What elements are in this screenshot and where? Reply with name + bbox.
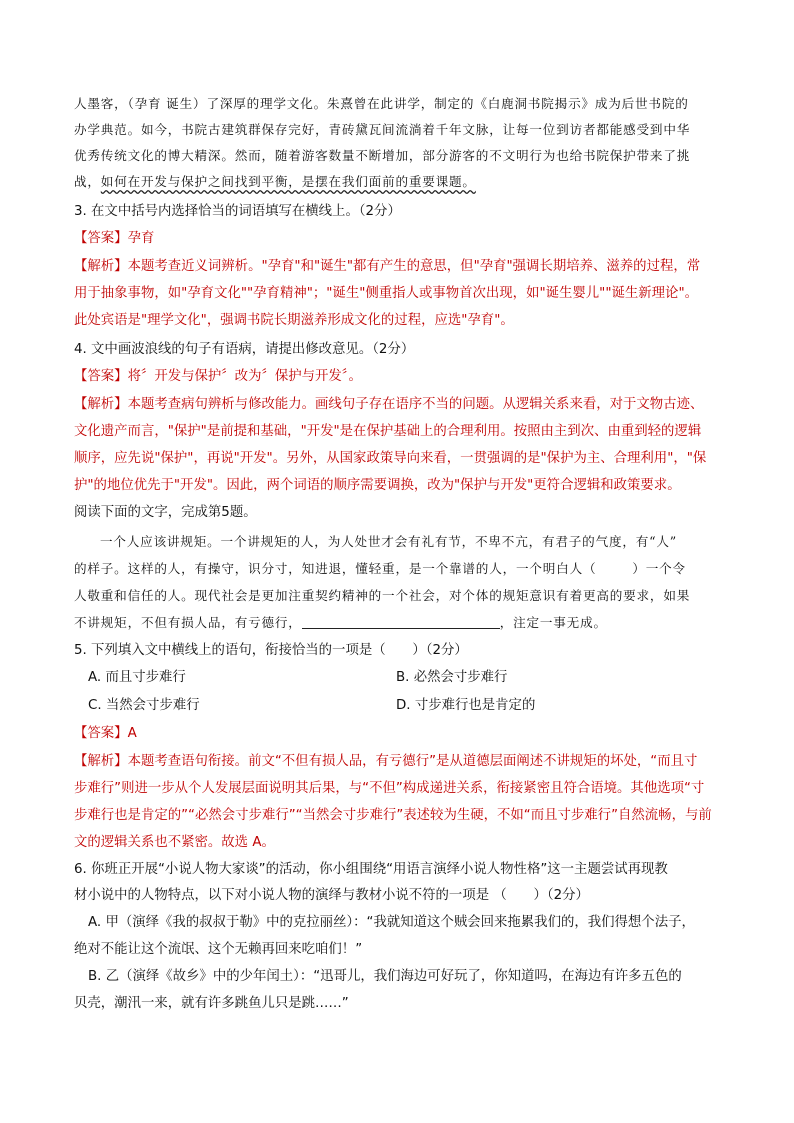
passage2-line-4 — [74, 613, 607, 633]
q5-option-a: A. 而且寸步难行 — [88, 670, 186, 685]
passage2-line-4-start: 不讲规矩，不但有损人品，有亏德行， — [74, 615, 302, 630]
passage2-line-2-end: ）一个令 — [632, 561, 686, 576]
q5-answer-text: A — [127, 726, 137, 741]
passage2-line-4-end: ，注定一事无成。 — [499, 615, 607, 630]
passage1-line-2: 办学典范。如今，书院古建筑群保存完好，青砖黛瓦间流淌着千年文脉，让每一位到访者都能感受到中华 — [74, 122, 691, 137]
q5-analysis-text-1: 本题考查语句衔接。前文“不但有损人品，有亏德行”是从道德层面阐述不讲规矩的坏处，“而且寸 — [127, 754, 698, 769]
answer-tag: 【答案】 — [74, 231, 128, 246]
passage2-line-3: 人敬重和信任的人。现代社会是更加注重契约精神的一个社会，对个体的规矩意识有着更高的要求，如果 — [74, 588, 691, 603]
analysis-tag: 【解析】 — [74, 259, 128, 274]
q4-analysis-line-3: 顺序，应先说"保护"，再说"开发"。另外，从国家政策导向来看，一贯强调的是"保护为主、合理利用"，"保 — [74, 451, 707, 466]
q3-analysis-line-1 — [74, 257, 700, 277]
q4-answer — [74, 367, 362, 387]
q3-answer-text: 孕育 — [127, 231, 155, 246]
q6-option-b-line-2: 贝壳，潮汛一来，就有许多跳鱼儿只是跳……” — [74, 996, 349, 1011]
q5-analysis-line-4: 文的逻辑关系也不紧密。故选 A。 — [74, 835, 275, 850]
fill-in-blank — [302, 614, 500, 629]
q6-stem-line-2: 材小说中的人物特点，以下对小说人物的演绎与教材小说不符的一项是 （ ）（2分） — [74, 888, 589, 903]
passage2-line-2 — [74, 559, 686, 579]
wavy-underlined-sentence: 如何在开发与保护之间找到平衡，是摆在我们面前的重要课题。 — [100, 174, 476, 189]
q4-answer-text: 将〞开发与保护〞改为〞保护与开发〞。 — [127, 369, 362, 384]
q5-option-b: B. 必然会寸步难行 — [396, 670, 508, 685]
answer-tag: 【答案】 — [74, 369, 128, 384]
q5-analysis-line-1 — [74, 752, 697, 772]
q5-stem: 5. 下列填入文中横线上的语句，衔接恰当的一项是（ ）（2分） — [74, 643, 468, 658]
q4-analysis-text-1: 本题考查病句辨析与修改能力。画线句子存在语序不当的问题。从逻辑关系来看，对于文物古迹、 — [127, 397, 704, 412]
passage2-line-1: 一个人应该讲规矩。一个讲规矩的人，为人处世才会有礼有节，不卑不亢，有君子的气度，有“人” — [100, 534, 678, 549]
passage1-line-4 — [74, 172, 476, 192]
q5-analysis-line-3: 步难行也是肯定的”“必然会寸步难行”“当然会寸步难行”表述较为生硬，不如“而且寸步难行”自然流畅，与前 — [74, 808, 712, 823]
q3-stem: 3. 在文中括号内选择恰当的词语填写在横线上。（2分） — [74, 204, 401, 219]
q6-option-a-line-2: 绝对不能让这个流氓、这个无赖再回来吃咱们！” — [74, 942, 363, 957]
q6-option-b-line-1: B. 乙（演绎《故乡》中的少年闰土）：“迅哥儿，我们海边可好玩了，你知道吗，在海边有许多五色的 — [88, 969, 682, 984]
q3-analysis-text-1: 本题考查近义词辨析。"孕育"和"诞生"都有产生的意思，但"孕育"强调长期培养、滋养的过程，常 — [127, 259, 701, 274]
answer-tag: 【答案】 — [74, 726, 128, 741]
q4-analysis-line-4: 护"的地位优先于"开发"。因此，两个词语的顺序需要调换，改为"保护与开发"更符合逻辑和政策要求。 — [74, 478, 681, 493]
analysis-tag: 【解析】 — [74, 397, 128, 412]
q5-analysis-line-2: 步难行”则进一步从个人发展层面说明其后果，与“不但”构成递进关系，衔接紧密且符合语境。其他选项“寸 — [74, 781, 705, 796]
analysis-tag: 【解析】 — [74, 754, 128, 769]
passage2-line-2-start: 的样子。这样的人，有操守，识分寸，知进退，懂轻重，是一个靠谱的人，一个明白人（ — [74, 561, 597, 576]
passage1-line-3: 优秀传统文化的博大精深。然而，随着游客数量不断增加，部分游客的不文明行为也给书院保护带来了挑 — [74, 148, 691, 163]
q3-analysis-line-2: 用于抽象事物，如"孕育文化""孕育精神"；"诞生"侧重指人或事物首次出现，如"诞生婴儿""诞生新理论"。 — [74, 286, 698, 301]
q4-analysis-line-1 — [74, 395, 703, 415]
q3-analysis-line-3: 此处宾语是"理学文化"，强调书院长期滋养形成文化的过程，应选"孕育"。 — [74, 313, 514, 328]
reading-intro: 阅读下面的文字，完成第5题。 — [74, 505, 257, 520]
q5-answer — [74, 724, 137, 744]
passage1-line-1: 人墨客，（孕育 诞生）了深厚的理学文化。朱熹曾在此讲学，制定的《白鹿洞书院揭示》成为后世书院的 — [74, 96, 689, 111]
q3-answer — [74, 229, 154, 249]
passage1-line-4-start: 战， — [74, 174, 101, 189]
q5-option-d: D. 寸步难行也是肯定的 — [396, 698, 536, 713]
q6-stem-line-1: 6. 你班正开展“小说人物大家谈”的活动，你小组围绕“用语言演绎小说人物性格”这一主题尝试再现教 — [74, 862, 668, 877]
q4-stem: 4. 文中画波浪线的句子有语病，请提出修改意见。（2分） — [74, 342, 415, 357]
q4-analysis-line-2: 文化遗产而言，"保护"是前提和基础，"开发"是在保护基础上的合理利用。按照由主到次、由重到轻的逻辑 — [74, 424, 702, 439]
q6-option-a-line-1: A. 甲（演绎《我的叔叔于勒》中的克拉丽丝）：“我就知道这个贼会回来拖累我们的，我们得想个法子， — [88, 915, 695, 930]
q5-option-c: C. 当然会寸步难行 — [88, 698, 200, 713]
